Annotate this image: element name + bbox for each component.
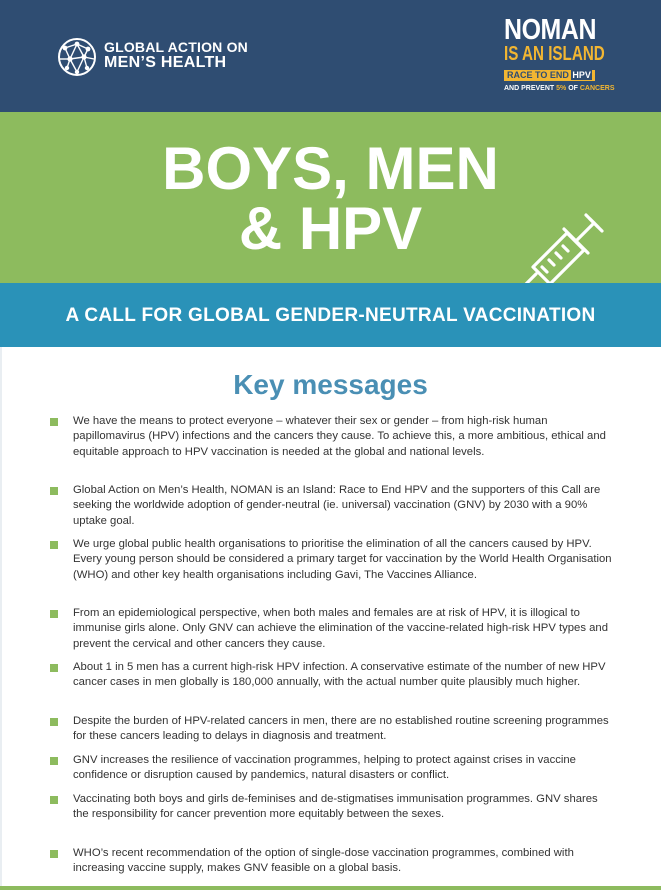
list-item [50,606,615,660]
bullet-icon [50,487,58,495]
list-item-text: From an epidemiological perspective, when both males and females are at risk of HPV, it is illogical to immunise girls alone. Only GNV can achieve the elimination of the vaccine-related high-risk HPV types and prevent the cervical and other cancers they cause. [73,607,608,650]
list-item-text: We urge global public health organisations to prioritise the elimination of all the cancers caused by HPV. Every young person should be considered a primary target for vaccination by the World Health Organisation (WHO) and other key health organisations including Gavi, The Vaccines Alliance. [73,538,612,581]
bullet-icon [50,418,58,426]
bullet-icon [50,850,58,858]
campaign-tagline-hpv: HPV [572,70,591,80]
list-item-text: WHO’s recent recommendation of the option of single-dose vaccination programmes, combined with increasing vaccine supply, makes GNV feasible on a global basis. [73,847,574,875]
campaign-subline-of: OF [566,85,580,92]
list-item [50,714,615,753]
org-name-line1: GLOBAL ACTION ON [104,39,248,55]
list-item [50,792,615,846]
campaign-logo-line2: IS AN ISLAND [504,43,605,65]
header-bar [0,0,661,112]
page-subtitle: A CALL FOR GLOBAL GENDER-NEUTRAL VACCINATION [65,305,596,326]
list-item-text: GNV increases the resilience of vaccination programmes, helping to protect against crises in vaccine confidence or disruption caused by pandemics, natural disasters or conflict. [73,754,576,782]
org-logo-text [104,40,248,70]
page-edge-left [0,347,2,890]
list-item-text: Global Action on Men’s Health, NOMAN is an Island: Race to End HPV and the supporters of this Call are seeking the worldwide adoption of gender-neutral (ie. universal) vaccination (GNV) by 2030 with a 90% uptake goal. [73,484,601,527]
campaign-logo [504,14,615,94]
bullet-icon [50,610,58,618]
campaign-logo-tagline [504,70,595,81]
syringe-icon [520,210,610,290]
page-title-line1: BOYS, MEN [162,135,499,202]
bullet-icon [50,541,58,549]
list-item [50,414,615,483]
bullet-icon [50,718,58,726]
bottom-divider [0,886,661,890]
campaign-logo-line1: NOMAN [504,14,597,46]
campaign-tagline-text: RACE TO END [507,70,572,80]
list-item [50,483,615,537]
key-messages-heading: Key messages [233,369,428,400]
campaign-subline-cancers: CANCERS [579,85,615,92]
campaign-subline-a: AND PREVENT [504,85,557,92]
bullet-icon [50,757,58,765]
title-banner [0,112,661,283]
list-item-text: We have the means to protect everyone – whatever their sex or gender – from high-risk human papillomavirus (HPV) infections and the cancers they cause. To achieve this, a more ambitious, ethical and equitable approach to HPV vaccination is needed at the global and national levels. [73,415,606,458]
list-item-text: Despite the burden of HPV-related cancers in men, there are no established routine screening programmes for these cancers leading to delays in diagnosis and treatment. [73,715,609,743]
list-item-text: About 1 in 5 men has a current high-risk HPV infection. A conservative estimate of the number of new HPV cancer cases in men globally is 180,000 annually, with the actual number quite plausibly much higher. [73,661,606,689]
campaign-logo-subline [504,83,614,94]
bullet-icon [50,796,58,804]
subtitle-band [0,283,661,347]
list-item [50,753,615,792]
page-title-line2: & HPV [238,195,423,262]
bullet-icon [50,664,58,672]
list-item [50,660,615,714]
list-item [50,537,615,606]
campaign-subline-percent: 5% [556,85,567,92]
key-messages-section [0,347,661,890]
key-messages-list [50,414,615,880]
list-item-text: Vaccinating both boys and girls de-feminises and de-stigmatises immunisation programmes. GNV shares the responsibility for cancer prevention more equitably between the sexes. [73,793,598,821]
org-name-line2: MEN’S HEALTH [104,54,227,71]
globe-network-logo-icon [57,37,97,77]
list-item [50,846,615,880]
